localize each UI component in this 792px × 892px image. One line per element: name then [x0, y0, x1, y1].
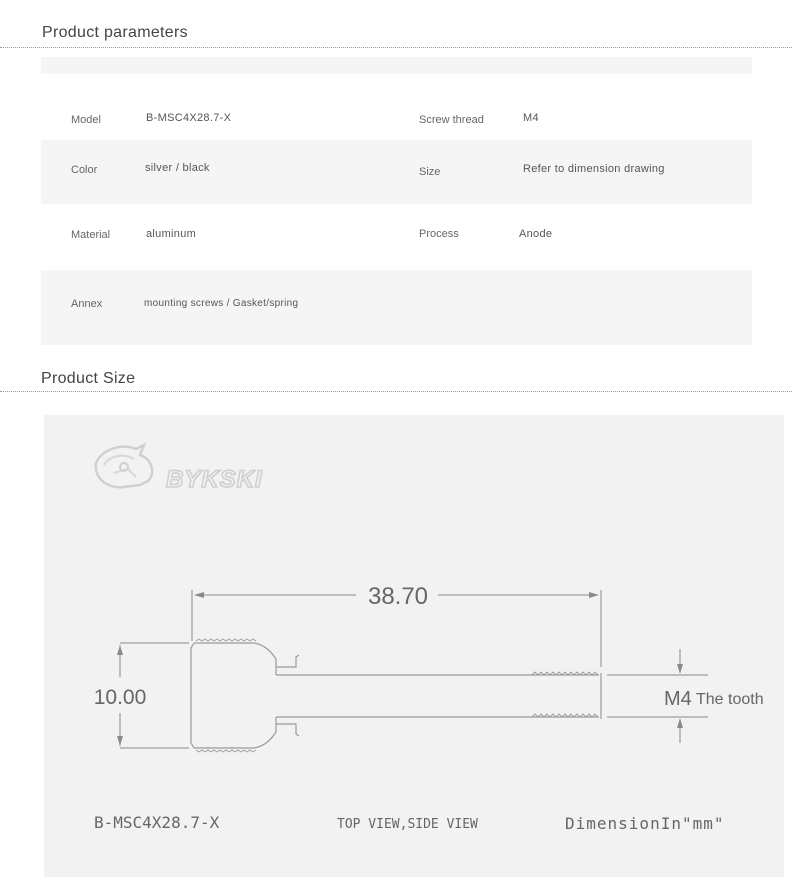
size-title: Product Size — [41, 370, 136, 387]
footer-unit: DimensionIn"mm" — [565, 814, 725, 833]
dimension-drawing — [44, 415, 784, 877]
dim-height-label: 10.00 — [93, 686, 147, 709]
value-material: aluminum — [146, 228, 197, 240]
dimension-lines — [117, 590, 708, 748]
label-annex: Annex — [71, 298, 103, 310]
parameters-title: Product parameters — [42, 24, 188, 41]
value-size: Refer to dimension drawing — [523, 163, 665, 175]
brand-text: BYKSKI — [166, 466, 263, 493]
value-color: silver / black — [145, 162, 210, 174]
label-model: Model — [71, 114, 101, 126]
label-color: Color — [71, 164, 98, 176]
parameters-divider — [0, 47, 792, 48]
table-row-model — [41, 74, 752, 140]
label-size: Size — [419, 166, 441, 178]
screw-outline — [191, 639, 601, 752]
dim-length-label: 38.70 — [367, 583, 429, 610]
table-row-material — [41, 204, 752, 270]
table-row-annex — [41, 270, 752, 345]
footer-model: B-MSC4X28.7-X — [94, 813, 220, 832]
footer-view: TOP VIEW,SIDE VIEW — [337, 817, 478, 832]
label-screw-thread: Screw thread — [419, 114, 484, 126]
value-screw-thread: M4 — [523, 112, 539, 124]
label-process: Process — [419, 228, 459, 240]
dimension-svg — [44, 415, 784, 877]
parameters-table — [41, 57, 752, 345]
thread-label: M4 — [664, 688, 692, 710]
value-model: B-MSC4X28.7-X — [146, 112, 232, 124]
label-material: Material — [71, 229, 111, 241]
bykski-logo — [96, 445, 263, 493]
value-annex: mounting screws / Gasket/spring — [144, 298, 299, 309]
size-divider — [0, 391, 792, 392]
table-row-color — [41, 140, 752, 204]
thread-suffix: The tooth — [696, 691, 764, 708]
value-process: Anode — [519, 228, 553, 240]
table-top-band — [41, 57, 752, 74]
